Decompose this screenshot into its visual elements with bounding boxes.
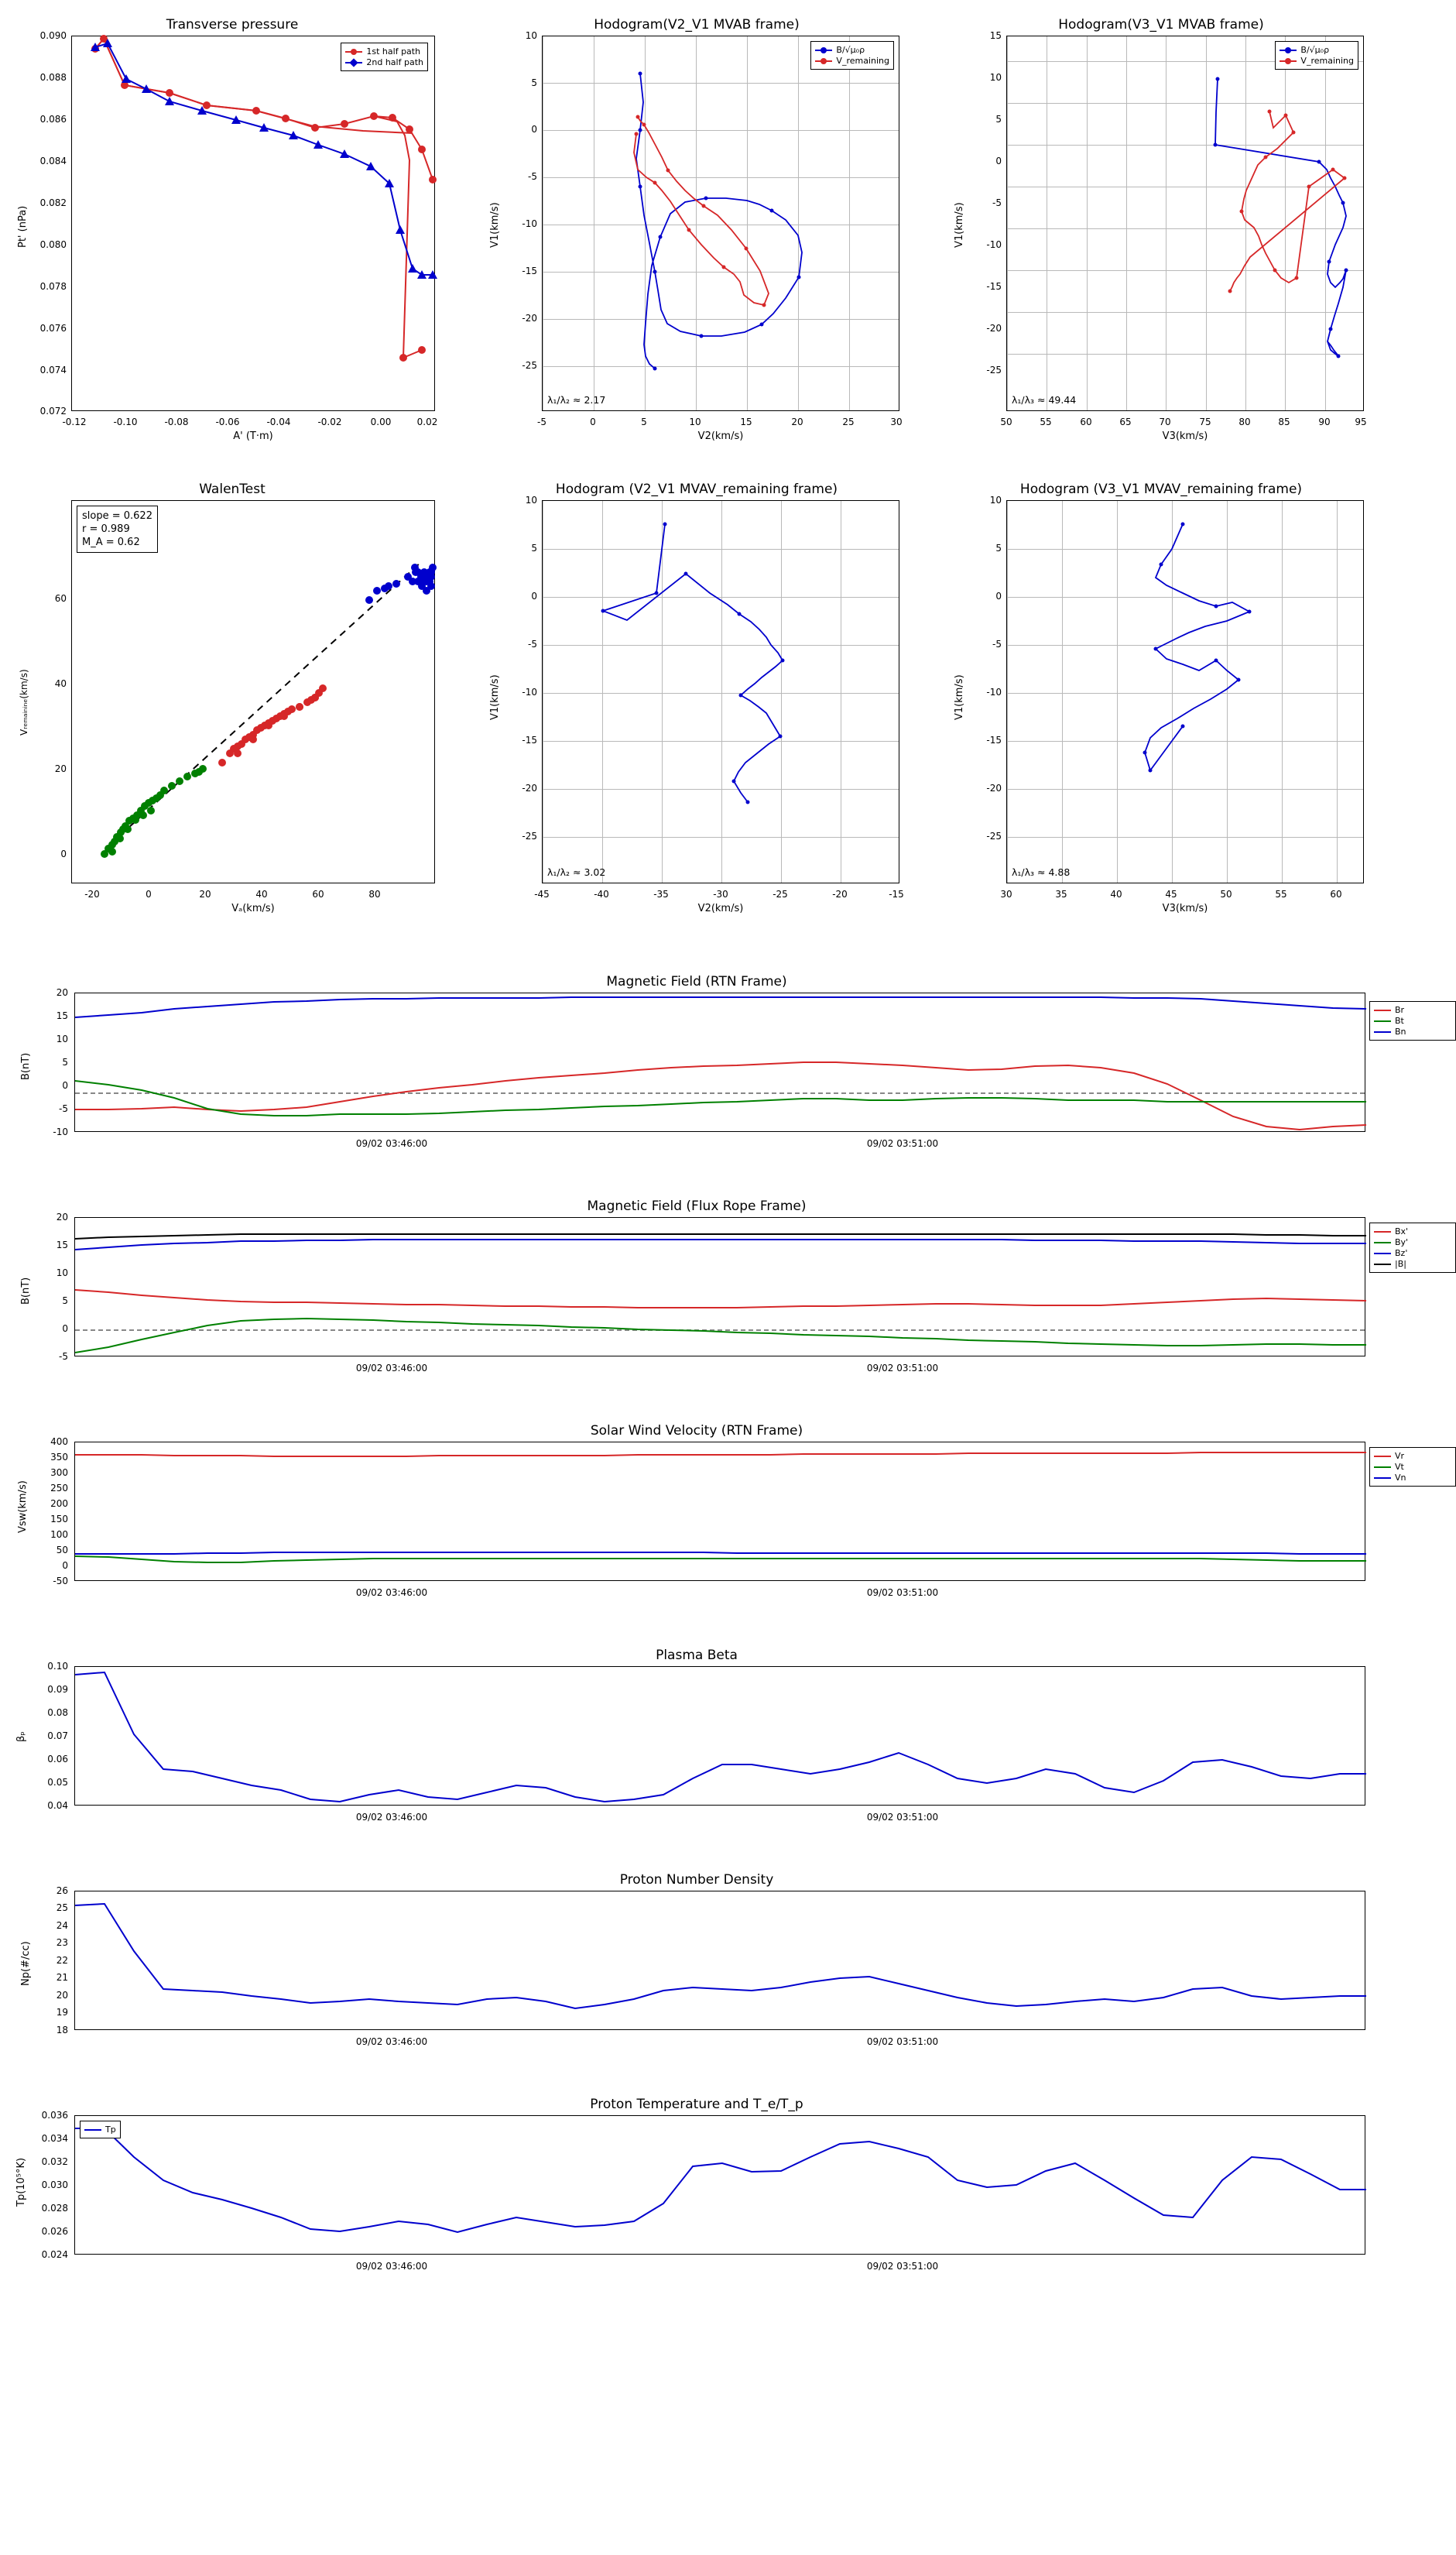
panel-proton-density — [0, 1866, 1393, 2075]
y-tick: 10 — [525, 30, 537, 41]
plot-area-hodogram-v2v1-mvab — [542, 36, 899, 411]
legend-item: B/√μ₀ρ — [815, 45, 889, 55]
y-tick: -5 — [528, 171, 537, 182]
x-tick: 55 — [1040, 417, 1052, 427]
series-hodogram-v2v1-mvab — [543, 36, 900, 412]
plot-area-transverse-pressure — [71, 36, 435, 411]
y-tick: 0.086 — [39, 114, 67, 125]
x-tick: -0.04 — [266, 417, 291, 427]
x-tick: 60 — [1080, 417, 1092, 427]
y-tick: 0.080 — [39, 239, 67, 250]
y-tick: 400 — [50, 1436, 68, 1447]
y-tick: -15 — [986, 735, 1002, 746]
y-tick: 15 — [56, 1010, 68, 1021]
x-tick: -0.10 — [113, 417, 138, 427]
y-tick: 10 — [989, 72, 1002, 83]
y-axis-label: βₚ — [15, 1731, 27, 1742]
x-tick: -0.08 — [164, 417, 189, 427]
y-tick: 0 — [60, 849, 67, 859]
plot-area-proton-temp — [74, 2115, 1365, 2255]
legend-item: 1st half path — [345, 46, 423, 57]
line-marker-icon — [1280, 57, 1297, 65]
eigenvalue-ratio-annotation: λ₁/λ₂ ≈ 3.02 — [547, 866, 606, 878]
y-tick: -50 — [53, 1576, 68, 1586]
y-tick: 0.028 — [41, 2203, 68, 2214]
legend-hodogram-v2v1-mvab — [810, 41, 894, 70]
y-tick: -5 — [59, 1103, 68, 1114]
eigenvalue-ratio-annotation: λ₁/λ₃ ≈ 49.44 — [1012, 394, 1077, 406]
y-tick: -25 — [986, 365, 1002, 376]
chart-title: Hodogram(V2_V1 MVAB frame) — [594, 17, 800, 33]
panel-proton-temperature — [0, 2090, 1393, 2307]
plot-area-mag-fluxrope — [74, 1217, 1409, 1356]
x-tick: -35 — [653, 889, 669, 900]
y-tick: 20 — [54, 763, 67, 774]
panel-hodogram-v3v1-mvab — [929, 0, 1393, 441]
y-tick: -25 — [522, 360, 537, 371]
chart-title: WalenTest — [199, 482, 266, 497]
line-marker-icon — [815, 46, 832, 54]
y-axis-label: B(nT) — [20, 1277, 32, 1305]
series-proton-temp — [75, 2116, 1366, 2255]
x-tick: -0.02 — [317, 417, 342, 427]
x-tick: 50 — [1220, 889, 1232, 900]
x-tick: 0.02 — [416, 417, 438, 427]
x-tick: 45 — [1165, 889, 1177, 900]
y-tick: 60 — [54, 593, 67, 604]
x-tick: 09/02 03:46:00 — [355, 1363, 428, 1374]
line-marker-icon — [815, 57, 832, 65]
y-tick: -5 — [59, 1351, 68, 1362]
legend-item: Tp — [84, 2125, 116, 2135]
x-tick: 75 — [1199, 417, 1211, 427]
y-tick: -15 — [522, 735, 537, 746]
y-axis-label: V1(km/s) — [489, 202, 501, 248]
y-tick: 0.08 — [47, 1707, 68, 1718]
legend-item: Vr — [1374, 1451, 1451, 1461]
plot-area-hodogram-v2v1-mvav — [542, 500, 899, 883]
y-tick: 18 — [56, 2025, 68, 2035]
y-tick: 5 — [531, 543, 537, 554]
panel-walen-test — [0, 465, 464, 914]
series-hodogram-v3v1-mvab — [1007, 36, 1365, 412]
legend-proton-temp — [80, 2121, 121, 2138]
y-tick: 0.07 — [47, 1730, 68, 1741]
y-tick: 10 — [989, 495, 1002, 506]
eigenvalue-ratio-annotation: λ₁/λ₂ ≈ 2.17 — [547, 394, 606, 406]
series-transverse-pressure — [72, 36, 436, 412]
y-tick: -5 — [992, 197, 1002, 208]
series-hodogram-v3v1-mvav — [1007, 501, 1365, 884]
plot-area-hodogram-v3v1-mvab — [1006, 36, 1364, 411]
y-axis-label: Vᵣₑₘₐᵢₙᵢₙₑ(km/s) — [19, 669, 29, 736]
chart-title: Proton Temperature and T_e/T_p — [590, 2097, 803, 2112]
plot-area-mag-rtn — [74, 993, 1406, 1132]
x-axis-label: V3(km/s) — [1162, 430, 1208, 442]
legend-item: Bt — [1374, 1016, 1451, 1026]
walen-stats-box — [77, 506, 158, 553]
series-hodogram-v2v1-mvav — [543, 501, 900, 884]
x-tick: -5 — [537, 417, 546, 427]
y-tick: 5 — [995, 543, 1002, 554]
y-tick: 0.06 — [47, 1754, 68, 1764]
legend-vsw — [1369, 1447, 1456, 1487]
x-tick: 40 — [1110, 889, 1122, 900]
x-tick: -0.12 — [62, 417, 87, 427]
y-tick: 0.072 — [39, 406, 67, 417]
plot-area-vsw — [74, 1442, 1406, 1581]
x-tick: 95 — [1355, 417, 1367, 427]
y-tick: 0.04 — [47, 1800, 68, 1811]
legend-item: B/√μ₀ρ — [1280, 45, 1354, 55]
y-axis-label: Tp(10⁵°K) — [15, 2157, 27, 2207]
y-tick: 0 — [531, 591, 537, 602]
y-tick: 20 — [56, 1212, 68, 1223]
y-tick: 0.05 — [47, 1777, 68, 1788]
line-marker-icon — [345, 59, 362, 67]
series-proton-density — [75, 1891, 1366, 2031]
y-tick: 0 — [995, 156, 1002, 166]
y-tick: 0 — [995, 591, 1002, 602]
y-tick: 10 — [56, 1267, 68, 1278]
panel-plasma-beta — [0, 1641, 1393, 1850]
legend-item: Vt — [1374, 1462, 1451, 1472]
x-tick: 09/02 03:51:00 — [866, 1587, 939, 1598]
panel-transverse-pressure — [0, 0, 464, 441]
y-tick: 20 — [56, 987, 68, 998]
x-tick: 80 — [1238, 417, 1251, 427]
x-tick: 90 — [1318, 417, 1331, 427]
y-tick: 100 — [50, 1529, 68, 1540]
x-tick: 30 — [890, 417, 903, 427]
panel-magnetic-field-rtn — [0, 968, 1406, 1177]
y-tick: 150 — [50, 1514, 68, 1524]
chart-title: Magnetic Field (Flux Rope Frame) — [587, 1199, 807, 1214]
y-tick: -10 — [53, 1127, 68, 1137]
x-tick: 20 — [791, 417, 803, 427]
x-tick: -30 — [713, 889, 728, 900]
x-tick: 35 — [1055, 889, 1067, 900]
x-axis-label: A' (T·m) — [233, 430, 273, 442]
eigenvalue-ratio-annotation: λ₁/λ₃ ≈ 4.88 — [1012, 866, 1071, 878]
y-tick: -10 — [522, 687, 537, 698]
y-tick: -20 — [986, 323, 1002, 334]
y-tick: 20 — [56, 1990, 68, 2001]
line-marker-icon — [1280, 46, 1297, 54]
x-axis-label: Vₐ(km/s) — [231, 903, 275, 914]
y-tick: 10 — [56, 1034, 68, 1044]
legend-mag-rtn — [1369, 1001, 1456, 1041]
y-tick: 300 — [50, 1467, 68, 1478]
x-tick: 60 — [1330, 889, 1342, 900]
x-tick: 30 — [1000, 889, 1012, 900]
y-tick: 0.074 — [39, 365, 67, 376]
y-tick: 23 — [56, 1937, 68, 1948]
y-tick: 0 — [531, 124, 537, 135]
chart-title: Proton Number Density — [619, 1872, 774, 1888]
x-tick: -45 — [534, 889, 550, 900]
x-tick: 09/02 03:46:00 — [355, 1587, 428, 1598]
x-tick: -0.06 — [215, 417, 240, 427]
series-mag-fluxrope — [75, 1218, 1366, 1357]
x-tick: 70 — [1159, 417, 1171, 427]
y-tick: 0.10 — [47, 1661, 68, 1672]
y-tick: 0.09 — [47, 1684, 68, 1695]
y-tick: 10 — [525, 495, 537, 506]
x-tick: -20 — [832, 889, 848, 900]
y-tick: 0.076 — [39, 323, 67, 334]
y-tick: 19 — [56, 2007, 68, 2018]
x-tick: -25 — [773, 889, 788, 900]
y-tick: 350 — [50, 1452, 68, 1463]
y-tick: -10 — [986, 687, 1002, 698]
y-tick: 0.024 — [41, 2249, 68, 2260]
y-tick: 0.032 — [41, 2156, 68, 2167]
y-tick: 26 — [56, 1885, 68, 1896]
y-tick: 0 — [62, 1323, 68, 1334]
x-tick: 10 — [689, 417, 701, 427]
x-tick: 09/02 03:51:00 — [866, 1138, 939, 1149]
chart-title: Hodogram (V2_V1 MVAV_remaining frame) — [555, 482, 838, 497]
line-marker-icon — [345, 48, 362, 56]
chart-title: Magnetic Field (RTN Frame) — [606, 974, 787, 989]
legend-transverse-pressure — [341, 43, 428, 71]
y-tick: 0.036 — [41, 2110, 68, 2121]
legend-item: |B| — [1374, 1259, 1451, 1269]
y-tick: -15 — [986, 281, 1002, 292]
series-plasma-beta — [75, 1667, 1366, 1806]
x-tick: 0.00 — [370, 417, 392, 427]
x-tick: 25 — [842, 417, 855, 427]
plot-area-walen — [71, 500, 435, 883]
chart-title: Transverse pressure — [166, 17, 299, 33]
y-tick: -20 — [986, 783, 1002, 794]
y-tick: 15 — [989, 30, 1002, 41]
y-tick: 0.090 — [39, 30, 67, 41]
legend-item: By' — [1374, 1237, 1451, 1247]
y-tick: 250 — [50, 1483, 68, 1494]
walen-ma: M_A = 0.62 — [82, 537, 140, 548]
y-tick: 22 — [56, 1955, 68, 1966]
x-tick: -20 — [84, 889, 100, 900]
legend-item: V_remaining — [815, 56, 889, 66]
y-tick: -10 — [522, 218, 537, 229]
x-tick: 09/02 03:46:00 — [355, 1138, 428, 1149]
y-tick: -20 — [522, 783, 537, 794]
x-tick: 85 — [1278, 417, 1290, 427]
y-tick: 0.034 — [41, 2133, 68, 2144]
y-axis-label: Pt' (nPa) — [17, 205, 29, 248]
x-tick: 09/02 03:51:00 — [866, 2261, 939, 2272]
y-axis-label: B(nT) — [20, 1052, 32, 1080]
y-tick: 0.026 — [41, 2226, 68, 2237]
x-tick: -40 — [594, 889, 609, 900]
y-tick: -25 — [986, 831, 1002, 842]
legend-item: Bx' — [1374, 1226, 1451, 1236]
x-axis-label: V2(km/s) — [697, 903, 744, 914]
x-tick: 09/02 03:51:00 — [866, 1812, 939, 1823]
y-tick: 0 — [62, 1080, 68, 1091]
y-axis-label: Np(#/cc) — [20, 1941, 32, 1986]
panel-magnetic-field-fluxrope — [0, 1192, 1409, 1401]
y-tick: 5 — [531, 77, 537, 88]
y-tick: 0.078 — [39, 281, 67, 292]
y-axis-label: V1(km/s) — [954, 674, 965, 720]
legend-mag-fluxrope — [1369, 1223, 1456, 1273]
y-tick: 50 — [56, 1545, 68, 1555]
y-tick: 21 — [56, 1972, 68, 1983]
y-tick: 0.082 — [39, 197, 67, 208]
y-tick: -10 — [986, 239, 1002, 250]
legend-item: Bz' — [1374, 1248, 1451, 1258]
panel-hodogram-v2v1-mvav — [464, 465, 929, 914]
x-tick: 09/02 03:51:00 — [866, 1363, 939, 1374]
plot-area-plasma-beta — [74, 1666, 1365, 1806]
legend-item: 2nd half path — [345, 57, 423, 67]
y-tick: 5 — [62, 1295, 68, 1306]
series-vsw — [75, 1442, 1366, 1582]
x-tick: 5 — [641, 417, 647, 427]
x-tick: 09/02 03:46:00 — [355, 2036, 428, 2047]
chart-title: Solar Wind Velocity (RTN Frame) — [590, 1423, 803, 1439]
x-tick: 20 — [199, 889, 211, 900]
x-tick: -15 — [889, 889, 904, 900]
x-tick: 40 — [255, 889, 268, 900]
y-tick: 0.030 — [41, 2179, 68, 2190]
y-tick: 5 — [62, 1057, 68, 1068]
x-tick: 0 — [146, 889, 152, 900]
plot-area-proton-density — [74, 1891, 1365, 2030]
chart-title: Plasma Beta — [656, 1648, 738, 1663]
legend-item: Bn — [1374, 1027, 1451, 1037]
panel-solar-wind-velocity — [0, 1417, 1406, 1626]
y-tick: 24 — [56, 1920, 68, 1931]
chart-title: Hodogram (V3_V1 MVAV_remaining frame) — [1019, 482, 1303, 497]
y-tick: 5 — [995, 114, 1002, 125]
x-tick: 09/02 03:46:00 — [355, 1812, 428, 1823]
legend-hodogram-v3v1-mvab — [1275, 41, 1358, 70]
y-tick: -15 — [522, 266, 537, 276]
series-mag-rtn — [75, 993, 1366, 1133]
x-tick: 15 — [740, 417, 752, 427]
y-tick: 200 — [50, 1498, 68, 1509]
panel-hodogram-v3v1-mvav — [929, 465, 1393, 914]
y-tick: 15 — [56, 1240, 68, 1250]
x-tick: 80 — [368, 889, 381, 900]
y-tick: -5 — [528, 639, 537, 650]
x-axis-label: V2(km/s) — [697, 430, 744, 442]
y-tick: 0.084 — [39, 156, 67, 166]
panel-hodogram-v2v1-mvab — [464, 0, 929, 441]
walen-r: r = 0.989 — [82, 523, 130, 535]
x-tick: 65 — [1119, 417, 1132, 427]
legend-item: Vn — [1374, 1473, 1451, 1483]
y-axis-label: V1(km/s) — [489, 674, 501, 720]
y-tick: 40 — [54, 678, 67, 689]
y-tick: -20 — [522, 313, 537, 324]
y-axis-label: V1(km/s) — [954, 202, 965, 248]
legend-item: Br — [1374, 1005, 1451, 1015]
chart-title: Hodogram(V3_V1 MVAB frame) — [1058, 17, 1264, 33]
y-tick: 0 — [62, 1560, 68, 1571]
legend-item: V_remaining — [1280, 56, 1354, 66]
x-tick: 55 — [1275, 889, 1287, 900]
plot-area-hodogram-v3v1-mvav — [1006, 500, 1364, 883]
series-walen — [72, 501, 436, 884]
y-tick: -25 — [522, 831, 537, 842]
y-tick: 0.088 — [39, 72, 67, 83]
x-tick: 0 — [590, 417, 596, 427]
x-axis-label: V3(km/s) — [1162, 903, 1208, 914]
x-tick: 60 — [312, 889, 324, 900]
x-tick: 09/02 03:51:00 — [866, 2036, 939, 2047]
y-tick: 25 — [56, 1902, 68, 1913]
walen-slope: slope = 0.622 — [82, 510, 152, 522]
y-axis-label: Vsw(km/s) — [17, 1480, 29, 1533]
y-tick: -5 — [992, 639, 1002, 650]
x-tick: 09/02 03:46:00 — [355, 2261, 428, 2272]
x-tick: 50 — [1000, 417, 1012, 427]
